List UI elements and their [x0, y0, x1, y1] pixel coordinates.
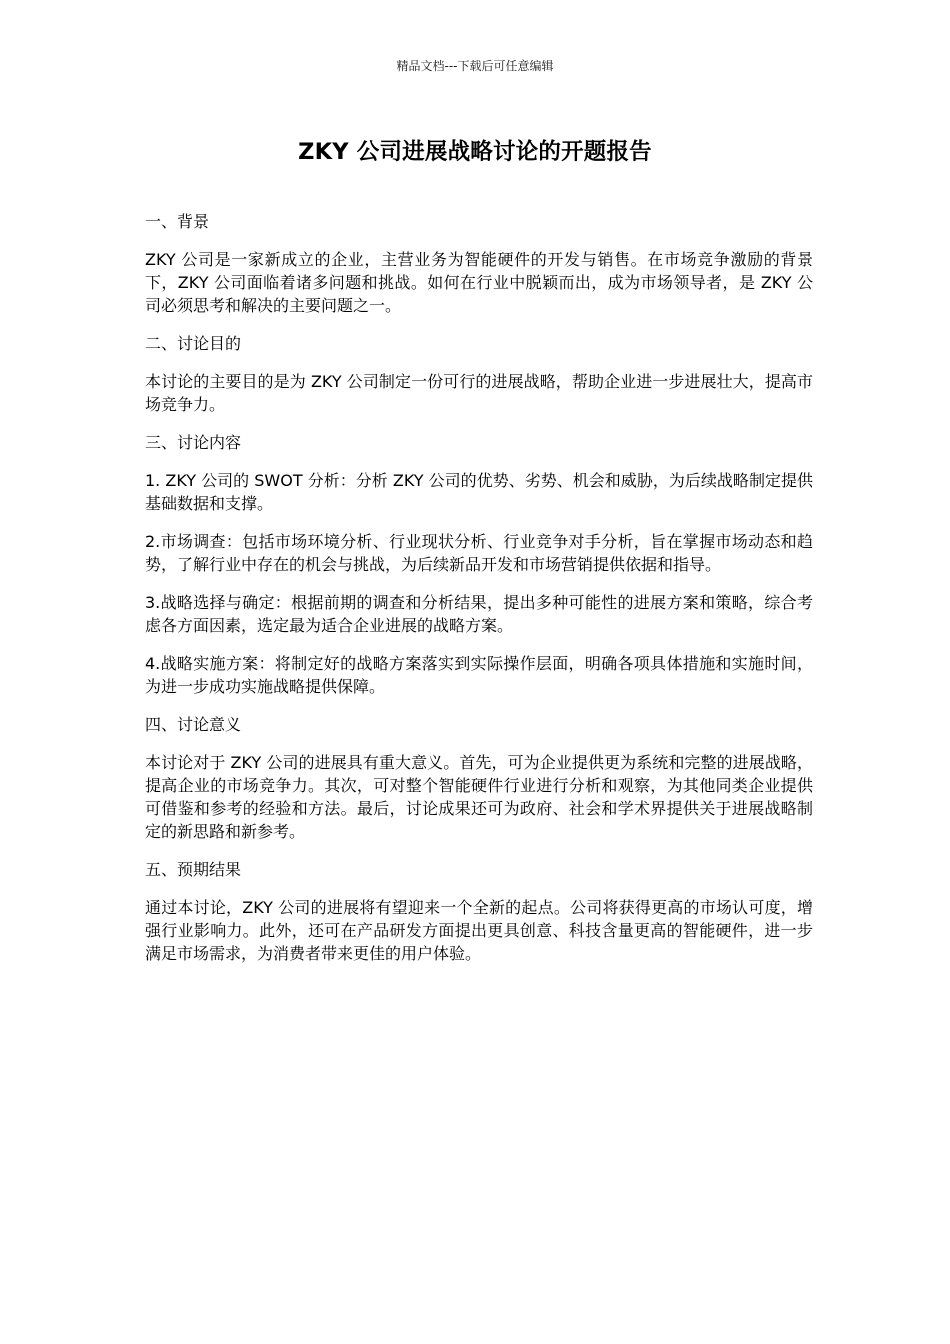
section-heading-significance: 四、讨论意义	[145, 715, 242, 734]
content-item-strategy-implementation: 4.战略实施方案：将制定好的战略方案落实到实际操作层面，明确各项具体措施和实施时间，为进一步成功实施战略提供保障。	[145, 654, 813, 696]
section-body-background: ZKY 公司是一家新成立的企业，主营业务为智能硬件的开发与销售。在市场竞争激励的背景下，ZKY 公司面临着诸多问题和挑战。如何在行业中脱颖而出，成为市场领导者，是 ZKY 公司必须思考和解决的主要问题之一。	[145, 250, 813, 315]
content-item-swot: 1. ZKY 公司的 SWOT 分析：分析 ZKY 公司的优势、劣势、机会和威胁，为后续战略制定提供基础数据和支撑。	[145, 471, 813, 513]
section-heading-results: 五、预期结果	[145, 860, 242, 879]
document-body	[145, 210, 813, 980]
section-body-significance: 本讨论对于 ZKY 公司的进展具有重大意义。首先，可为企业提供更为系统和完整的进展战略，提高企业的市场竞争力。其次，可对整个智能硬件行业进行分析和观察，为其他同类企业提供可借鉴和参考的经验和方法。最后，讨论成果还可为政府、社会和学术界提供关于进展战略制定的新思路和新参考。	[145, 753, 813, 841]
section-body-purpose: 本讨论的主要目的是为 ZKY 公司制定一份可行的进展战略，帮助企业进一步进展壮大，提高市场竞争力。	[145, 372, 813, 414]
page-header: 精品文档---下载后可任意编辑	[396, 59, 554, 73]
document-title: ZKY 公司进展战略讨论的开题报告	[298, 139, 652, 165]
content-item-strategy-selection: 3.战略选择与确定：根据前期的调查和分析结果，提出多种可能性的进展方案和策略，综合考虑各方面因素，选定最为适合企业进展的战略方案。	[145, 593, 813, 635]
section-heading-purpose: 二、讨论目的	[145, 334, 242, 353]
section-heading-content: 三、讨论内容	[145, 433, 242, 452]
content-item-market-survey: 2.市场调查：包括市场环境分析、行业现状分析、行业竞争对手分析，旨在掌握市场动态和趋势，了解行业中存在的机会与挑战，为后续新品开发和市场营销提供依据和指导。	[145, 532, 813, 574]
section-body-results: 通过本讨论，ZKY 公司的进展将有望迎来一个全新的起点。公司将获得更高的市场认可度，增强行业影响力。此外，还可在产品研发方面提出更具创意、科技含量更高的智能硬件，进一步满足市场需求，为消费者带来更佳的用户体验。	[145, 898, 813, 963]
section-heading-background: 一、背景	[145, 212, 210, 231]
